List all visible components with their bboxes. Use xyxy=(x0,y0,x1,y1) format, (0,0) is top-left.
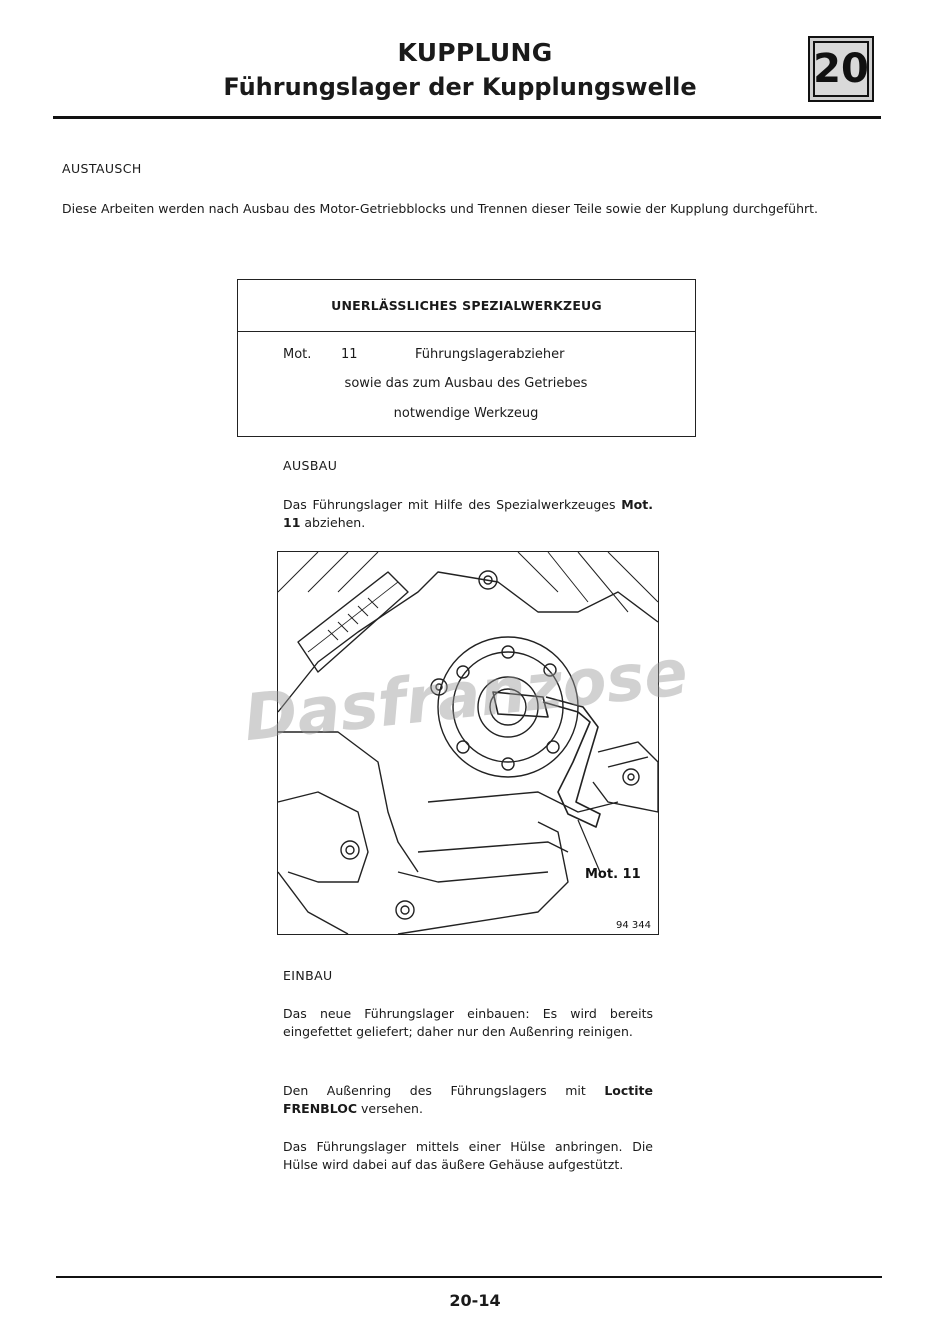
engine-drawing xyxy=(240,552,692,934)
einbau-heading: EINBAU xyxy=(283,968,333,983)
einbau-paragraph-2 xyxy=(283,1082,653,1118)
einbau-para2-part1: Den Außenring des Führungslagers mit xyxy=(283,1083,605,1098)
austausch-heading: AUSTAUSCH xyxy=(62,161,142,176)
footer-rule xyxy=(56,1276,882,1278)
tool-line-3: notwendige Werkzeug xyxy=(393,406,539,421)
ausbau-text xyxy=(283,496,653,532)
tool-line-2: sowie das zum Ausbau des Getriebes xyxy=(344,376,588,391)
tool-name: Führungslagerabzieher xyxy=(415,347,565,362)
section-badge xyxy=(808,36,874,102)
header-rule xyxy=(53,116,881,119)
engine-illustration xyxy=(240,551,692,935)
watermark: Dasfranzose xyxy=(240,636,692,757)
einbau-para2-part2: versehen. xyxy=(357,1101,423,1116)
figure-callout: Mot. 11 xyxy=(585,867,641,882)
page-subtitle: Führungslager der Kupplungswelle xyxy=(223,73,697,101)
einbau-paragraph-1: Das neue Führungslager einbauen: Es wird bereits eingefettet geliefert; daher nur den Außenring reinigen. xyxy=(283,1006,653,1039)
tool-box-heading: UNERLÄSSLICHES SPEZIALWERKZEUG xyxy=(238,280,695,332)
intro-text: Diese Arbeiten werden nach Ausbau des Motor-Getriebblocks und Trennen dieser Teile sowie der Kupplung durchgeführt. xyxy=(62,201,818,216)
ausbau-text-part1: Das Führungslager mit Hilfe des Spezialwerkzeuges xyxy=(283,497,622,512)
loctite-ref: Loctite FRENBLOC xyxy=(283,1083,653,1116)
page-title: KUPPLUNG xyxy=(397,38,553,67)
ausbau-text-part2: abziehen. xyxy=(300,515,366,530)
tool-code: Mot. xyxy=(283,347,312,362)
ausbau-heading: AUSBAU xyxy=(283,458,338,473)
page-number: 20-14 xyxy=(449,1291,501,1310)
tool-number: 11 xyxy=(341,347,358,362)
section-number: 20 xyxy=(813,41,869,97)
einbau-paragraph-3: Das Führungslager mittels einer Hülse anbringen. Die Hülse wird dabei auf das äußere Gehäuse aufgestützt. xyxy=(283,1139,653,1172)
ausbau-tool-ref: Mot. 11 xyxy=(283,497,653,530)
figure-number: 94 344 xyxy=(616,920,651,931)
special-tool-box xyxy=(237,279,696,437)
